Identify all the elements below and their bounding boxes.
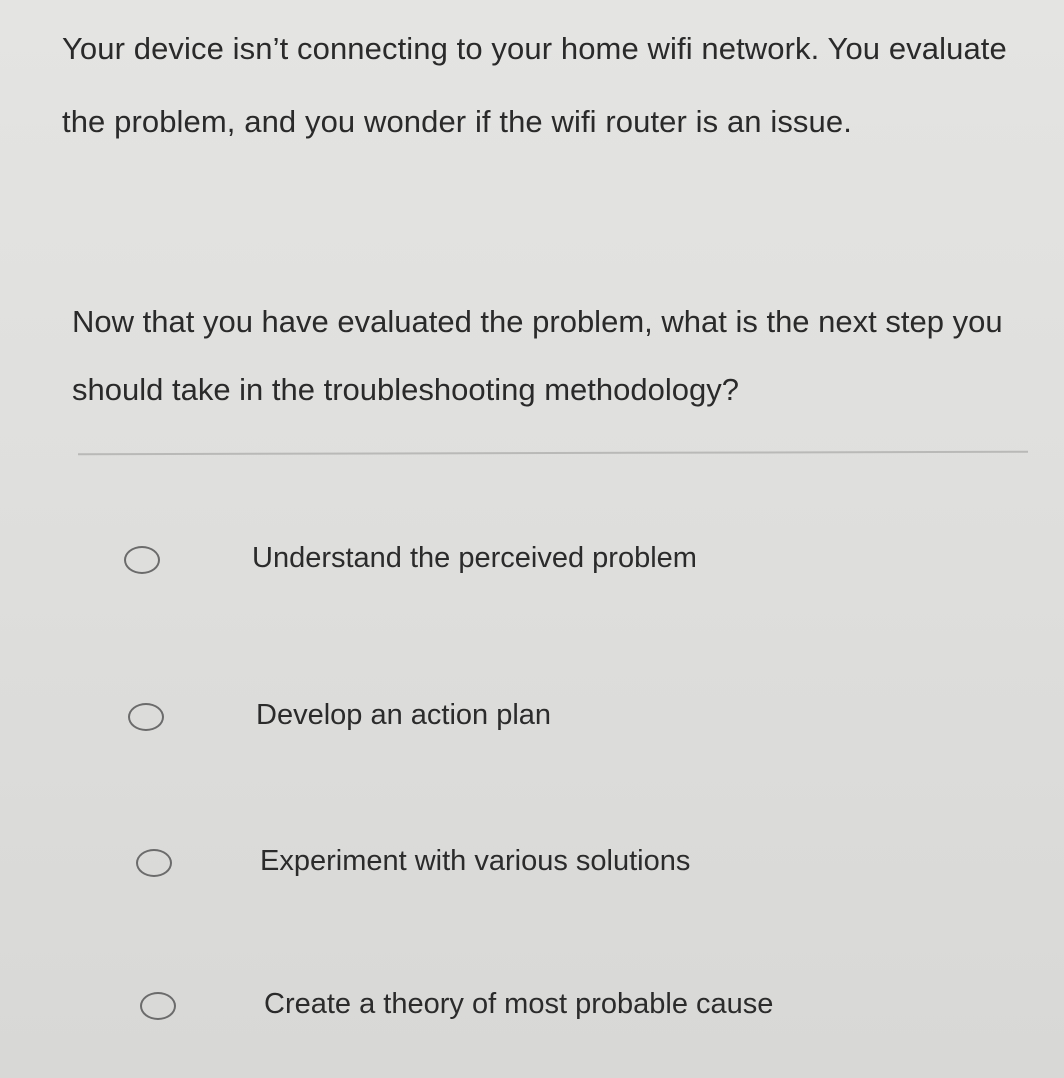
- radio-button-icon[interactable]: [136, 849, 172, 877]
- question-scenario: Your device isn’t connecting to your home wifi network. You evaluate the problem, and you wonder if the wifi router is an issue.: [62, 31, 1007, 139]
- answer-option-label: Experiment with various solutions: [260, 845, 691, 877]
- radio-button-icon[interactable]: [124, 546, 160, 574]
- radio-button-icon[interactable]: [140, 992, 176, 1020]
- radio-button-icon[interactable]: [128, 703, 164, 731]
- divider: [78, 451, 1028, 455]
- answer-option-label: Understand the perceived problem: [252, 542, 697, 574]
- question-prompt: Now that you have evaluated the problem, what is the next step you should take in the troubleshooting methodology?: [72, 304, 1003, 407]
- answer-option-label: Create a theory of most probable cause: [264, 988, 774, 1020]
- answer-option-label: Develop an action plan: [256, 699, 552, 731]
